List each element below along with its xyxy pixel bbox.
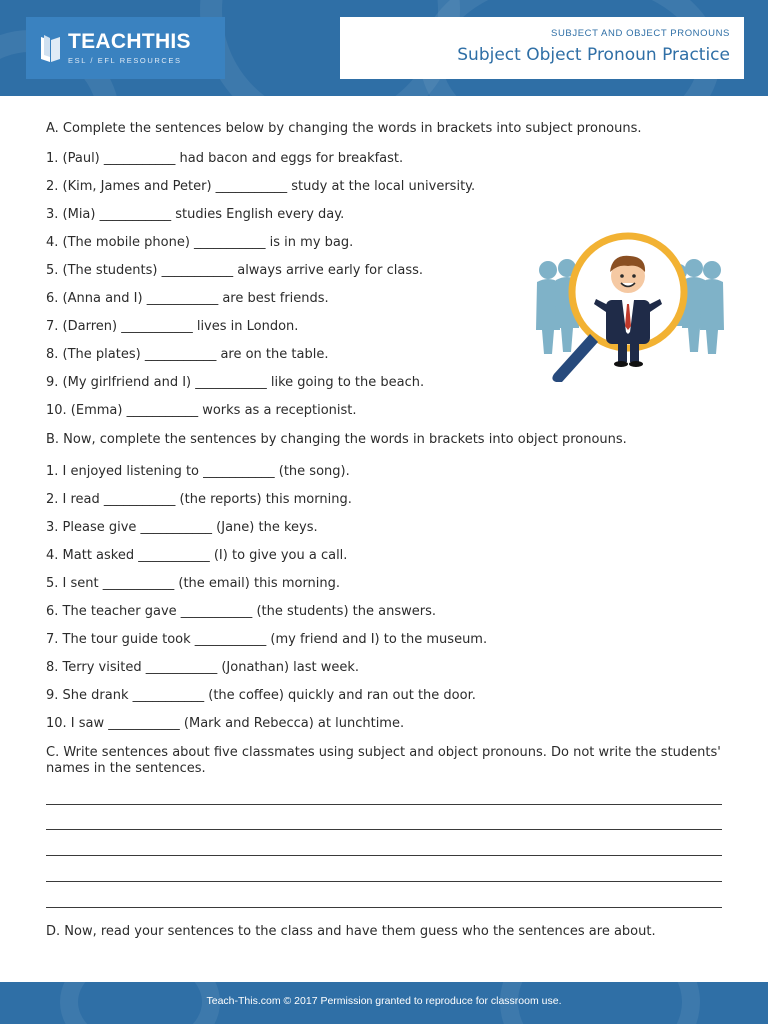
logo-wordmark: TEACHTHIS (68, 30, 191, 53)
section-a-item: 2. (Kim, James and Peter) ___________ study at the local university. (46, 179, 476, 194)
book-icon (38, 33, 62, 63)
section-a-item: 7. (Darren) ___________ lives in London. (46, 319, 299, 334)
section-b-instruction: B. Now, complete the sentences by changing the words in brackets into object pronouns. (46, 432, 627, 447)
section-a-item: 1. (Paul) ___________ had bacon and eggs for breakfast. (46, 151, 404, 166)
answer-line[interactable] (46, 804, 722, 805)
magnifying-glass-illustration (534, 226, 726, 386)
answer-line[interactable] (46, 855, 722, 856)
section-b-item: 9. She drank ___________ (the coffee) quickly and ran out the door. (46, 688, 476, 703)
section-b-item: 1. I enjoyed listening to ___________ (the song). (46, 464, 350, 479)
copyright-notice: Teach-This.com © 2017 Permission granted to reproduce for classroom use. (206, 995, 562, 1007)
section-a-item: 10. (Emma) ___________ works as a receptionist. (46, 403, 357, 418)
section-b-item: 2. I read ___________ (the reports) this morning. (46, 492, 352, 507)
answer-line[interactable] (46, 907, 722, 908)
magnifier-handle (552, 334, 598, 382)
worksheet-category: SUBJECT AND OBJECT PRONOUNS (551, 28, 730, 39)
title-panel (340, 17, 744, 79)
answer-line[interactable] (46, 881, 722, 882)
answer-line[interactable] (46, 829, 722, 830)
section-a-item: 4. (The mobile phone) ___________ is in my bag. (46, 235, 354, 250)
section-a-item: 6. (Anna and I) ___________ are best friends. (46, 291, 329, 306)
section-b-item: 4. Matt asked ___________ (I) to give you a call. (46, 548, 348, 563)
section-b-item: 3. Please give ___________ (Jane) the keys. (46, 520, 318, 535)
footer-banner (0, 982, 768, 1024)
section-a-instruction: A. Complete the sentences below by changing the words in brackets into subject pronouns. (46, 121, 642, 136)
page-title: Subject Object Pronoun Practice (457, 45, 730, 65)
section-a-item: 9. (My girlfriend and I) ___________ like going to the beach. (46, 375, 425, 390)
header-banner (0, 0, 768, 96)
section-b-item: 5. I sent ___________ (the email) this morning. (46, 576, 341, 591)
section-b-item: 8. Terry visited ___________ (Jonathan) last week. (46, 660, 360, 675)
logo-tagline: ESL / EFL RESOURCES (68, 56, 182, 65)
section-b-item: 6. The teacher gave ___________ (the students) the answers. (46, 604, 436, 619)
teachthis-logo[interactable] (26, 17, 225, 79)
section-a-item: 3. (Mia) ___________ studies English every day. (46, 207, 345, 222)
section-b-item: 7. The tour guide took ___________ (my friend and I) to the museum. (46, 632, 488, 647)
section-a-item: 5. (The students) ___________ always arrive early for class. (46, 263, 424, 278)
section-a-item: 8. (The plates) ___________ are on the table. (46, 347, 329, 362)
section-c-instruction: C. Write sentences about five classmates using subject and object pronouns. Do not write the students' names in the sentences. (46, 745, 721, 776)
section-b-item: 10. I saw ___________ (Mark and Rebecca) at lunchtime. (46, 716, 405, 731)
section-d-instruction: D. Now, read your sentences to the class and have them guess who the sentences are about. (46, 924, 656, 939)
